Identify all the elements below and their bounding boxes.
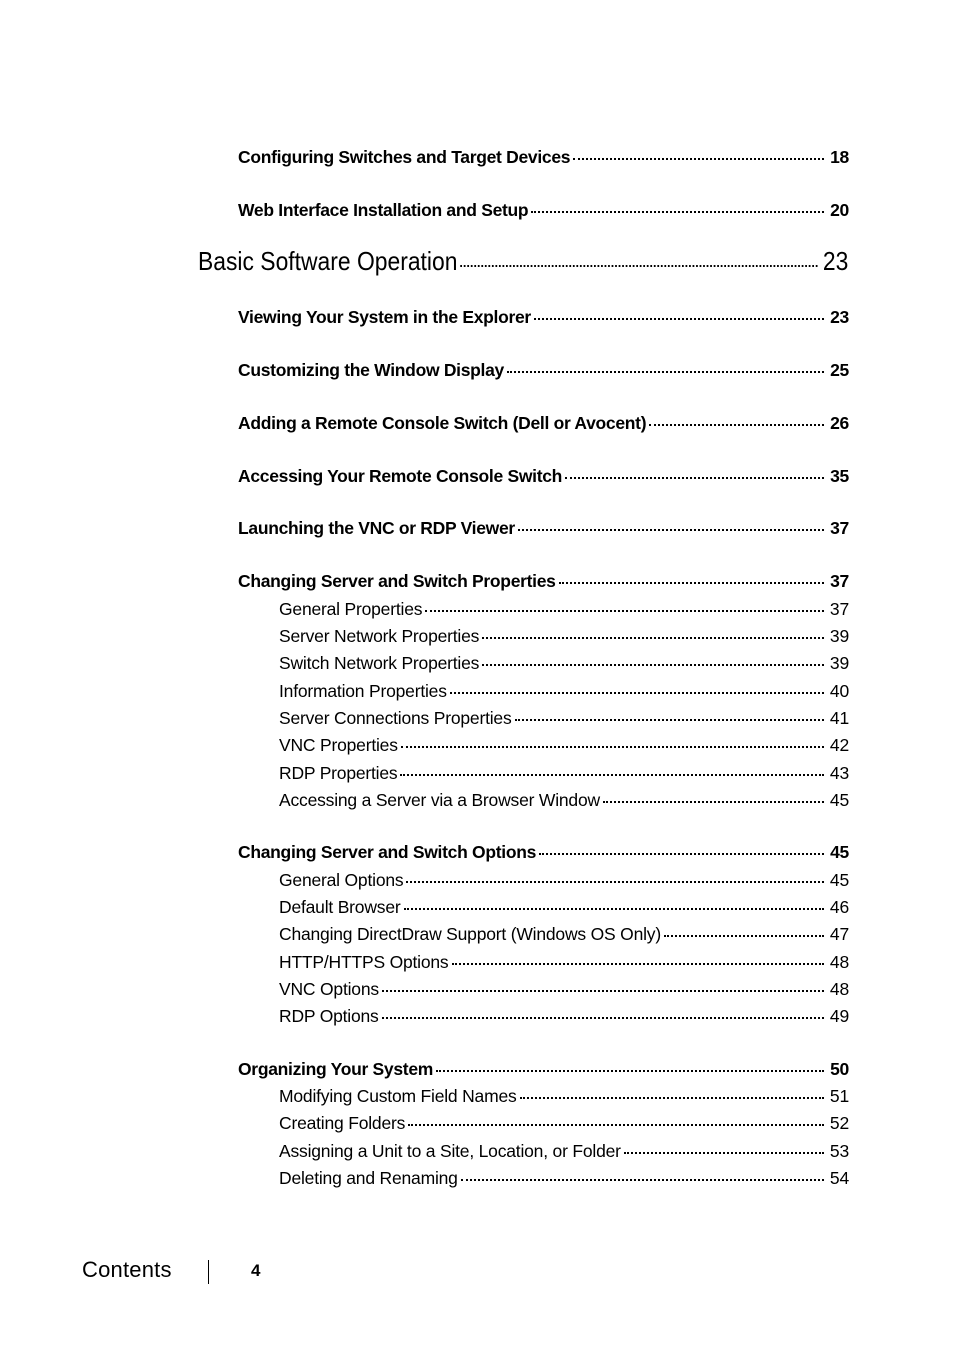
toc-subsection-entry[interactable] — [279, 790, 849, 811]
toc-entry-title: Customizing the Window Display — [238, 360, 504, 380]
footer-label: Contents — [82, 1257, 172, 1282]
toc-entry-page: 25 — [830, 360, 849, 380]
toc-entry-title: Launching the VNC or RDP Viewer — [238, 518, 515, 538]
toc-entry-title: Assigning a Unit to a Site, Location, or Folder — [279, 1141, 621, 1161]
toc-entry-title: Modifying Custom Field Names — [279, 1086, 517, 1106]
toc-subsection-entry[interactable] — [279, 1086, 849, 1107]
toc-subsection-entry[interactable] — [279, 979, 849, 1000]
toc-entry-title: General Properties — [279, 599, 423, 619]
toc-subsection-entry[interactable] — [279, 1113, 849, 1134]
toc-entry-page: 37 — [830, 571, 849, 591]
toc-entry-page: 43 — [829, 763, 849, 783]
toc-leader-dots — [382, 990, 824, 992]
toc-entry-page: 23 — [822, 246, 849, 276]
toc-subsection-entry[interactable] — [279, 708, 849, 729]
toc-leader-dots — [406, 881, 823, 883]
toc-entry-page: 42 — [829, 735, 849, 755]
toc-entry-title: Default Browser — [279, 897, 401, 917]
footer-divider — [208, 1260, 209, 1284]
toc-entry-page: 35 — [830, 466, 849, 486]
toc-leader-dots — [520, 1097, 824, 1099]
toc-entry-title: VNC Options — [279, 979, 379, 999]
toc-leader-dots — [603, 801, 824, 803]
toc-section-entry[interactable] — [238, 200, 849, 221]
toc-subsection-entry[interactable] — [279, 626, 849, 647]
toc-subsection-entry[interactable] — [279, 735, 849, 756]
toc-entry-title: Basic Software Operation — [198, 246, 458, 276]
toc-subsection-entry[interactable] — [279, 870, 849, 891]
toc-section-entry[interactable] — [238, 518, 849, 539]
toc-entry-title: Switch Network Properties — [279, 653, 480, 673]
toc-subsection-entry[interactable] — [279, 681, 849, 702]
toc-section-entry[interactable] — [238, 842, 849, 863]
toc-subsection-entry[interactable] — [279, 763, 849, 784]
toc-entry-page: 48 — [829, 979, 849, 999]
toc-entry-page: 45 — [830, 842, 849, 862]
toc-entry-title: Adding a Remote Console Switch (Dell or Avocent) — [238, 413, 647, 433]
toc-section-entry[interactable] — [238, 147, 849, 168]
footer-page-number: 4 — [251, 1261, 261, 1280]
toc-leader-dots — [452, 963, 824, 965]
toc-entry-page: 52 — [829, 1113, 849, 1133]
toc-leader-dots — [565, 477, 824, 479]
toc-leader-dots — [518, 529, 824, 531]
toc-subsection-entry[interactable] — [279, 1141, 849, 1162]
toc-leader-dots — [408, 1124, 824, 1126]
toc-entry-title: Creating Folders — [279, 1113, 406, 1133]
toc-entry-page: 51 — [829, 1086, 849, 1106]
toc-entry-page: 20 — [830, 200, 849, 220]
toc-leader-dots — [649, 424, 824, 426]
toc-entry-title: RDP Properties — [279, 763, 398, 783]
toc-entry-page: 41 — [829, 708, 849, 728]
toc-leader-dots — [515, 719, 824, 721]
toc-leader-dots — [436, 1070, 824, 1072]
toc-section-entry[interactable] — [238, 360, 849, 381]
toc-leader-dots — [531, 211, 824, 213]
toc-entry-title: Web Interface Installation and Setup — [238, 200, 529, 220]
toc-leader-dots — [382, 1017, 824, 1019]
toc-entry-title: VNC Properties — [279, 735, 398, 755]
toc-entry-page: 26 — [830, 413, 849, 433]
toc-leader-dots — [482, 637, 824, 639]
toc-subsection-entry[interactable] — [279, 897, 849, 918]
toc-subsection-entry[interactable] — [279, 653, 849, 674]
toc-leader-dots — [401, 746, 824, 748]
toc-entry-title: General Options — [279, 870, 404, 890]
toc-section-entry[interactable] — [238, 571, 849, 592]
toc-leader-dots — [450, 692, 824, 694]
toc-entry-page: 18 — [830, 147, 849, 167]
toc-entry-title: RDP Options — [279, 1006, 379, 1026]
toc-entry-page: 37 — [830, 518, 849, 538]
toc-subsection-entry[interactable] — [279, 952, 849, 973]
toc-entry-title: Accessing a Server via a Browser Window — [279, 790, 600, 810]
toc-entry-page: 45 — [829, 790, 849, 810]
toc-leader-dots — [507, 371, 824, 373]
toc-entry-page: 48 — [829, 952, 849, 972]
toc-entry-page: 53 — [829, 1141, 849, 1161]
toc-leader-dots — [664, 935, 824, 937]
toc-entry-title: Organizing Your System — [238, 1059, 434, 1079]
toc-chapter-entry[interactable] — [198, 246, 848, 277]
toc-leader-dots — [404, 908, 824, 910]
toc-leader-dots — [461, 1179, 824, 1181]
toc-entry-page: 47 — [829, 924, 849, 944]
toc-entry-title: Server Network Properties — [279, 626, 480, 646]
toc-entry-title: Changing Server and Switch Properties — [238, 571, 556, 591]
toc-leader-dots — [534, 318, 824, 320]
toc-entry-title: Information Properties — [279, 681, 447, 701]
toc-leader-dots — [624, 1152, 824, 1154]
toc-subsection-entry[interactable] — [279, 1168, 849, 1189]
toc-leader-dots — [460, 265, 818, 267]
toc-entry-page: 50 — [830, 1059, 849, 1079]
toc-leader-dots — [573, 158, 824, 160]
toc-subsection-entry[interactable] — [279, 1006, 849, 1027]
toc-entry-title: Changing Server and Switch Options — [238, 842, 537, 862]
toc-entry-title: HTTP/HTTPS Options — [279, 952, 449, 972]
toc-entry-title: Configuring Switches and Target Devices — [238, 147, 571, 167]
toc-entry-title: Viewing Your System in the Explorer — [238, 307, 531, 327]
toc-entry-title: Changing DirectDraw Support (Windows OS Only) — [279, 924, 661, 944]
toc-entry-page: 40 — [829, 681, 849, 701]
toc-section-entry[interactable] — [238, 413, 849, 434]
toc-entry-page: 39 — [829, 653, 849, 673]
toc-entry-page: 49 — [829, 1006, 849, 1026]
toc-leader-dots — [482, 664, 824, 666]
toc-section-entry[interactable] — [238, 466, 849, 487]
toc-entry-title: Accessing Your Remote Console Switch — [238, 466, 563, 486]
toc-leader-dots — [400, 774, 823, 776]
toc-entry-title: Server Connections Properties — [279, 708, 512, 728]
toc-entry-page: 45 — [829, 870, 849, 890]
toc-leader-dots — [539, 853, 824, 855]
toc-entry-page: 46 — [829, 897, 849, 917]
toc-entry-title: Deleting and Renaming — [279, 1168, 458, 1188]
toc-leader-dots — [425, 610, 824, 612]
toc-section-entry[interactable] — [238, 1059, 849, 1080]
toc-entry-page: 37 — [829, 599, 849, 619]
toc-entry-page: 39 — [829, 626, 849, 646]
toc-section-entry[interactable] — [238, 307, 849, 328]
toc-subsection-entry[interactable] — [279, 599, 849, 620]
toc-subsection-entry[interactable] — [279, 924, 849, 945]
toc-entry-page: 54 — [829, 1168, 849, 1188]
toc-entry-page: 23 — [830, 307, 849, 327]
toc-leader-dots — [559, 582, 825, 584]
